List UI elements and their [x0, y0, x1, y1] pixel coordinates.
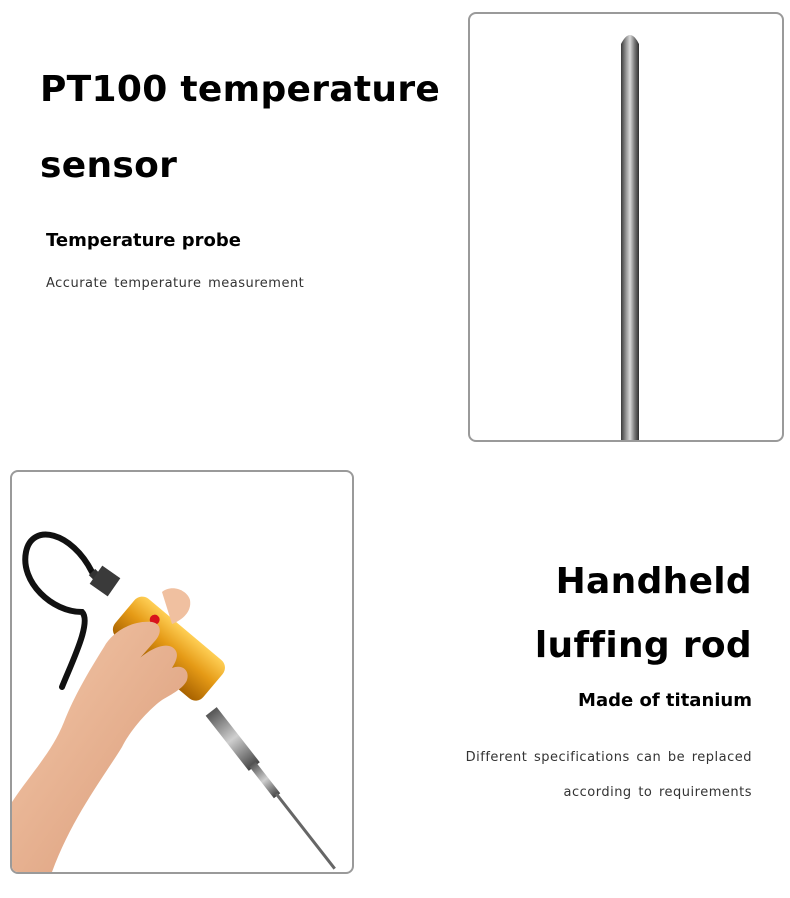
bottom-description: [466, 740, 752, 810]
top-title-line-1: PT100 temperature: [40, 69, 441, 110]
bottom-subheading: Made of titanium: [578, 690, 752, 711]
handheld-probe-image: [10, 470, 354, 874]
bottom-description-line-2: according to requirements: [563, 785, 752, 800]
probe-rod-image: [468, 12, 784, 442]
top-description: Accurate temperature measurement: [46, 276, 305, 291]
top-subheading: Temperature probe: [46, 230, 241, 251]
bottom-title-line-1: Handheld: [555, 561, 752, 602]
bottom-section: [0, 460, 790, 898]
bottom-description-line-1: Different specifications can be replaced: [465, 750, 752, 765]
bottom-title: [535, 550, 752, 678]
top-title-line-2: sensor: [40, 145, 178, 186]
top-title: [40, 52, 460, 204]
hand-holding-probe-icon: [12, 472, 352, 872]
bottom-title-line-2: luffing rod: [534, 625, 752, 666]
metal-probe-rod-icon: [470, 14, 782, 440]
